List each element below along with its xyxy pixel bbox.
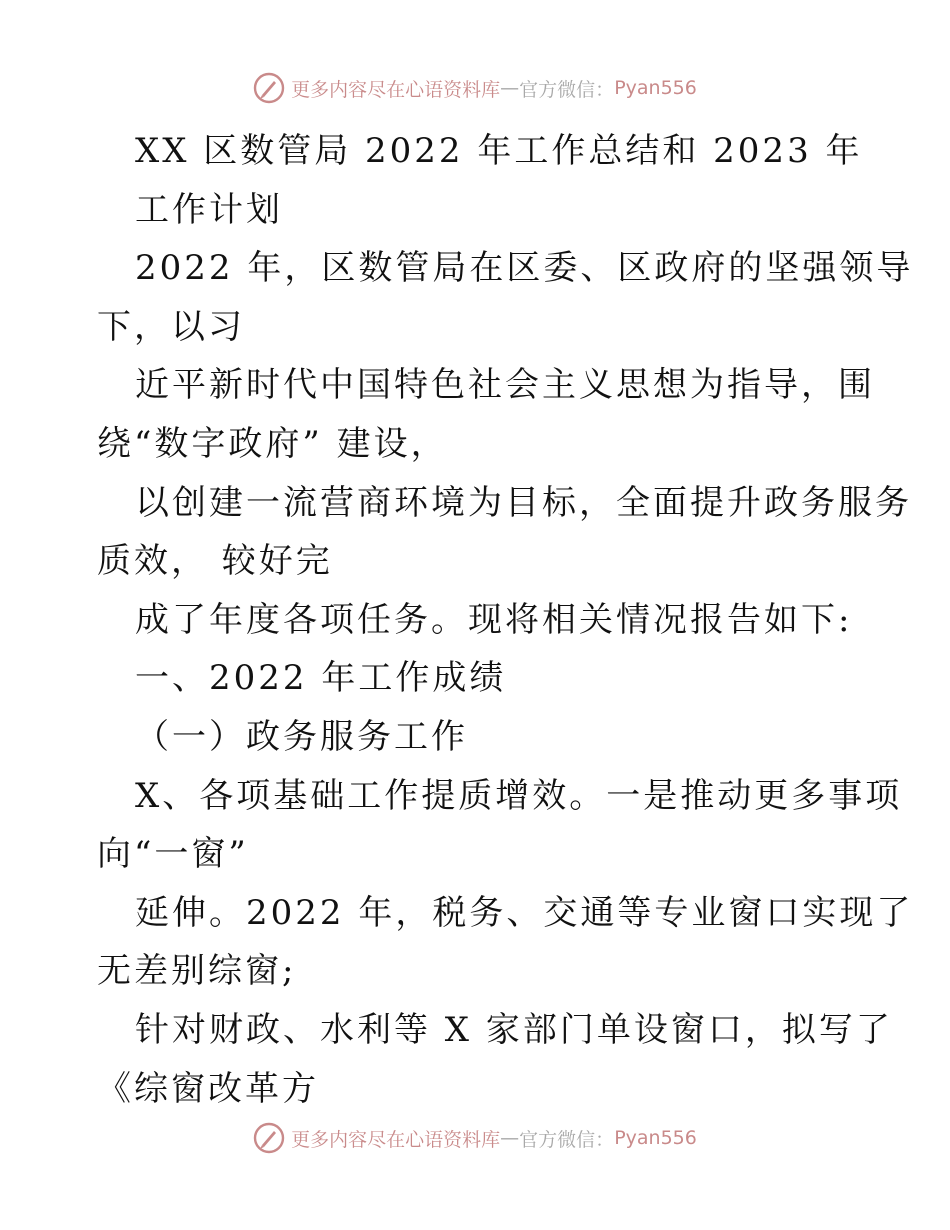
watermark-text: 更多内容尽在心语资料库 bbox=[291, 78, 501, 101]
body-line: 《综窗改革方 bbox=[97, 1068, 319, 1109]
body-line: 绕“数字政府” 建设， bbox=[97, 423, 448, 464]
watermark-account: Pyan556 bbox=[614, 1127, 697, 1149]
watermark-separator: — bbox=[500, 1127, 520, 1149]
body-line: X、各项基础工作提质增效。一是推动更多事项 bbox=[135, 775, 903, 816]
body-line: 质效， 较好完 bbox=[97, 541, 333, 582]
body-line: 以创建一流营商环境为目标，全面提升政务服务 bbox=[135, 482, 912, 523]
body-line: 2022 年，区数管局在区委、区政府的坚强领导 bbox=[135, 248, 914, 289]
feather-pen-logo-icon bbox=[253, 72, 285, 104]
section-heading: 一、2022 年工作成绩 bbox=[135, 658, 507, 699]
body-line: 下，以习 bbox=[97, 306, 245, 347]
body-line: 向“一窗” bbox=[97, 834, 249, 875]
watermark-wechat-label: 官方微信： bbox=[519, 1128, 615, 1151]
subsection-heading: （一）政务服务工作 bbox=[135, 716, 468, 757]
body-line: 成了年度各项任务。现将相关情况报告如下: bbox=[135, 599, 853, 640]
body-line: 针对财政、水利等 X 家部门单设窗口，拟写了 bbox=[135, 1009, 893, 1050]
watermark-text: 更多内容尽在心语资料库 bbox=[291, 1128, 501, 1151]
body-line: 近平新时代中国特色社会主义思想为指导，围 bbox=[135, 365, 875, 406]
document-body bbox=[97, 122, 914, 1118]
body-line: 延伸。2022 年，税务、交通等专业窗口实现了 bbox=[135, 892, 914, 933]
body-line: 无差别综窗; bbox=[97, 951, 297, 992]
title-line-2: 工作计划 bbox=[135, 189, 283, 230]
feather-pen-logo-icon bbox=[253, 1122, 285, 1154]
watermark-separator: — bbox=[500, 77, 520, 99]
footer-watermark bbox=[0, 1122, 950, 1154]
watermark-account: Pyan556 bbox=[614, 77, 697, 99]
watermark-wechat-label: 官方微信： bbox=[519, 78, 615, 101]
header-watermark bbox=[0, 72, 950, 104]
title-line-1: XX 区数管局 2022 年工作总结和 2023 年 bbox=[135, 131, 863, 171]
